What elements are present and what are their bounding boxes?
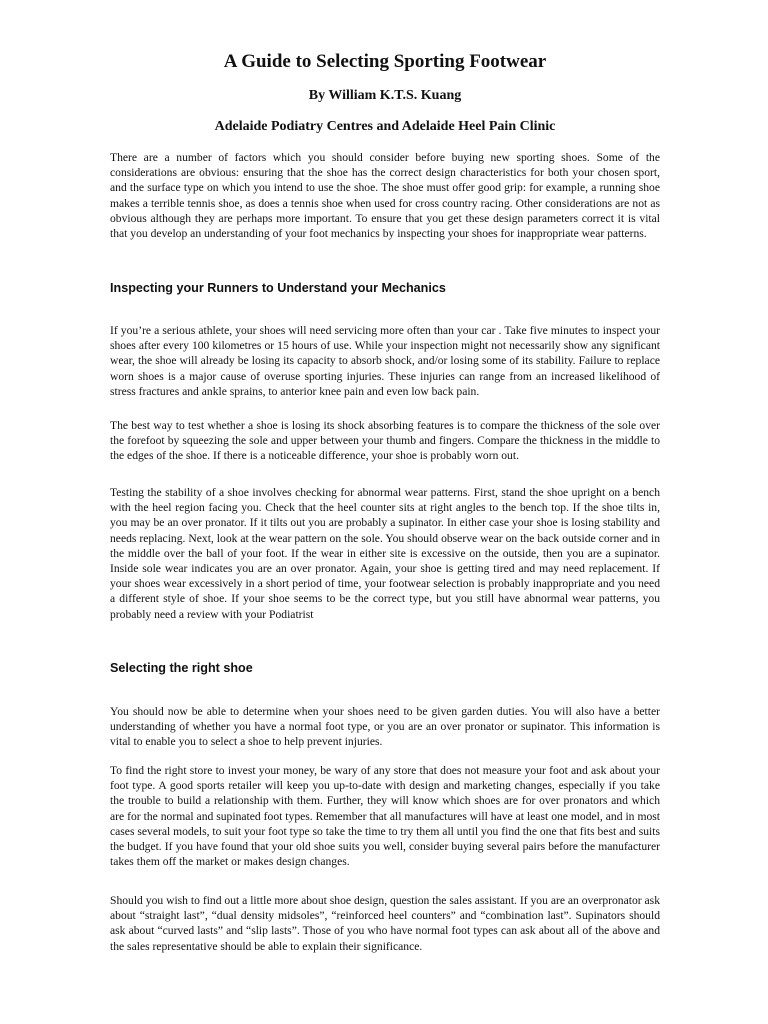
section-heading-selecting: Selecting the right shoe	[110, 661, 253, 675]
section-inspecting-paragraph-2: The best way to test whether a shoe is losing its shock absorbing features is to compare the thickness of the sole over the forefoot by squeezing the sole and upper between your thumb and fingers. Compare the thickness in the middle to the edges of the shoe. If there is a noticeable difference, your shoe is probably worn out.	[110, 419, 660, 463]
section-selecting-paragraph-3: Should you wish to find out a little more about shoe design, question the sales assistant. If you are an overpronator ask about “straight last”, “dual density midsoles”, “reinforced heel counters” and “combination last”. Supinators should ask about “curved lasts” and “slip lasts”. Those of you who have normal foot types can ask about all of the above and the sales representative should be able to explain their significance.	[110, 894, 660, 953]
section-inspecting-paragraph-1: If you’re a serious athlete, your shoes will need servicing more often than your car . Take five minutes to inspect your shoes after every 100 kilometres or 15 hours of use. While your inspection might not necessarily show any significant wear, the shoe will already be losing its capacity to absorb shock, and/or losing some of its stability. Failure to replace worn shoes is a major cause of overuse sporting injuries. These injuries can range from an increased likelihood of stress fractures and ankle sprains, to anterior knee pain and even low back pain.	[110, 324, 660, 398]
document-organization: Adelaide Podiatry Centres and Adelaide Heel Pain Clinic	[214, 119, 556, 134]
section-inspecting-paragraph-3: Testing the stability of a shoe involves checking for abnormal wear patterns. First, stand the shoe upright on a bench with the heel region facing you. Check that the heel counter sits at right angles to the bench top. If the shoe tilts in, you may be an over pronator. If it tilts out you are probably a supinator. In either case your shoe is losing stability and needs replacing. Next, look at the wear pattern on the sole. You should observe wear on the back outside corner and in the middle over the ball of your foot. If the wear in either site is excessive on the outside, then you are a supinator. Inside sole wear indicates you are an over pronator. Again, your shoe is getting tired and may need replacement. If your shoes wear excessively in a short period of time, your footwear selection is probably inappropriate and you need a different style of shoe. If your shoe seems to be the correct type, but you still have abnormal wear patterns, you probably need a review with your Podiatrist	[110, 486, 660, 621]
document-author: By William K.T.S. Kuang	[308, 88, 462, 103]
section-heading-inspecting: Inspecting your Runners to Understand your Mechanics	[110, 281, 446, 295]
section-selecting-paragraph-2: To find the right store to invest your money, be wary of any store that does not measure your foot and ask about your foot type. A good sports retailer will keep you up-to-date with design and marketing changes, especially if you take the trouble to build a relationship with them. Further, they will know which shoes are for over pronators and which are for the normal and supinated foot types. Remember that all manufactures will have at least one model, and in most cases several models, to suit your foot type so take the time to try them all until you find the one that fits best and suits the budget. If you have found that your old shoe suits you well, consider buying several pairs before the manufacturer takes them off the market or makes design changes.	[110, 764, 660, 869]
section-selecting-paragraph-1: You should now be able to determine when your shoes need to be given garden duties. You will also have a better understanding of whether you have a normal foot type, or you are an over pronator or supinator. This information is vital to enable you to select a shoe to help prevent injuries.	[110, 705, 660, 749]
intro-paragraph: There are a number of factors which you should consider before buying new sporting shoes. Some of the considerations are obvious: ensuring that the shoe has the correct design characteristics for both your chosen sport, and the surface type on which you intend to use the shoe. The shoe must offer good grip: for example, a running shoe makes a terrible tennis shoe, as does a tennis shoe when used for cross country racing. Other considerations are not as obvious although they are perhaps more important. To ensure that you get these design parameters correct it is vital that you develop an understanding of your foot mechanics by inspecting your shoes for inappropriate wear patterns.	[110, 151, 660, 241]
document-title: A Guide to Selecting Sporting Footwear	[223, 51, 547, 72]
